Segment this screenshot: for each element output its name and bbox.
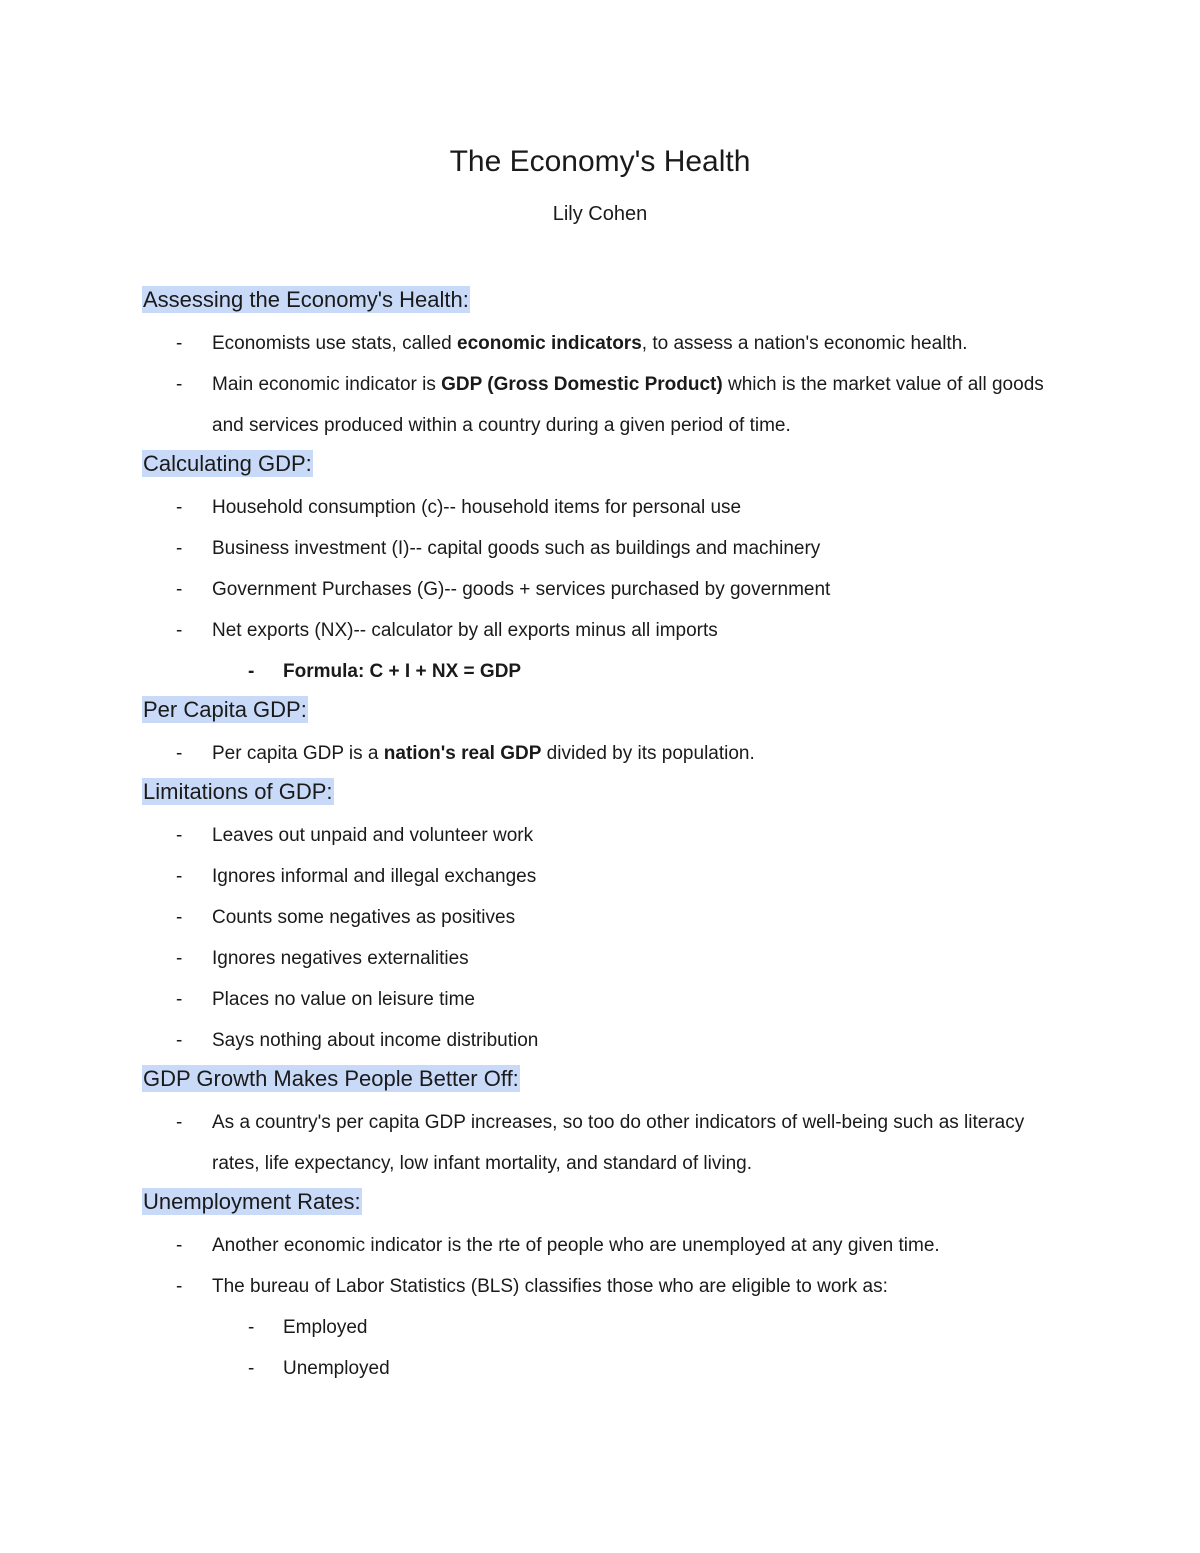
section-heading-unemployment bbox=[142, 1184, 1062, 1225]
bullet-dash: - bbox=[176, 907, 183, 928]
list-item: - Says nothing about income distribution bbox=[142, 1020, 1062, 1061]
section-heading-growth bbox=[142, 1061, 1062, 1102]
bold-term: nation's real GDP bbox=[383, 743, 542, 764]
bullet-dash: - bbox=[176, 333, 183, 354]
highlighted-heading-text: Unemployment Rates: bbox=[143, 1189, 361, 1214]
section-heading-per-capita bbox=[142, 692, 1062, 733]
list-item: - Another economic indicator is the rte of people who are unemployed at any given time. bbox=[142, 1225, 1062, 1266]
list-item: - As a country's per capita GDP increases, so too do other indicators of well-being such as literacy rates, life expectancy, low infant mortality, and standard of living. bbox=[142, 1102, 1062, 1184]
bold-term: GDP (Gross Domestic Product) bbox=[441, 374, 723, 395]
bullet-dash: - bbox=[176, 948, 183, 969]
bullet-dash: - bbox=[176, 1030, 183, 1051]
document-author: Lily Cohen bbox=[552, 203, 648, 225]
sub-list-item-formula bbox=[142, 651, 1062, 692]
document-body bbox=[142, 282, 1062, 1389]
highlighted-heading-text: Limitations of GDP: bbox=[143, 779, 333, 804]
bullet-dash: - bbox=[176, 1235, 183, 1256]
list-item: - Ignores informal and illegal exchanges bbox=[142, 856, 1062, 897]
bullet-dash: - bbox=[248, 661, 255, 682]
list-item: - Net exports (NX)-- calculator by all exports minus all imports bbox=[142, 610, 1062, 651]
bullet-dash: - bbox=[176, 538, 183, 559]
bullet-dash: - bbox=[248, 1317, 255, 1338]
section-heading-calculating bbox=[142, 446, 1062, 487]
highlighted-heading-text: Calculating GDP: bbox=[143, 451, 312, 476]
list-item: - Economists use stats, called economic indicators, to assess a nation's economic health. bbox=[142, 323, 1062, 364]
bold-term: economic indicators bbox=[457, 333, 642, 354]
bullet-dash: - bbox=[176, 989, 183, 1010]
bullet-dash: - bbox=[176, 743, 183, 764]
bullet-dash: - bbox=[176, 497, 183, 518]
list-item: - Business investment (I)-- capital goods such as buildings and machinery bbox=[142, 528, 1062, 569]
sub-list-item: - Employed bbox=[142, 1307, 1062, 1348]
bullet-dash: - bbox=[176, 579, 183, 600]
list-item: - Government Purchases (G)-- goods + services purchased by government bbox=[142, 569, 1062, 610]
list-item: - The bureau of Labor Statistics (BLS) classifies those who are eligible to work as: bbox=[142, 1266, 1062, 1307]
highlighted-heading-text: Assessing the Economy's Health: bbox=[143, 287, 469, 312]
section-heading-limitations bbox=[142, 774, 1062, 815]
list-item: - Leaves out unpaid and volunteer work bbox=[142, 815, 1062, 856]
formula-text: Formula: C + I + NX = GDP bbox=[283, 661, 522, 682]
highlighted-heading-text: GDP Growth Makes People Better Off: bbox=[143, 1066, 519, 1091]
list-item: - Per capita GDP is a nation's real GDP divided by its population. bbox=[142, 733, 1062, 774]
bullet-dash: - bbox=[176, 374, 183, 395]
list-item: - Household consumption (c)-- household items for personal use bbox=[142, 487, 1062, 528]
highlighted-heading-text: Per Capita GDP: bbox=[143, 697, 307, 722]
bullet-dash: - bbox=[248, 1358, 255, 1379]
list-item: - Places no value on leisure time bbox=[142, 979, 1062, 1020]
list-item: - Main economic indicator is GDP (Gross Domestic Product) which is the market value of all goods and services produced within a country during a given period of time. bbox=[142, 364, 1062, 446]
section-heading-assessing bbox=[142, 282, 1062, 323]
document-title: The Economy's Health bbox=[449, 145, 751, 178]
bullet-dash: - bbox=[176, 620, 183, 641]
bullet-dash: - bbox=[176, 825, 183, 846]
sub-list-item: - Unemployed bbox=[142, 1348, 1062, 1389]
bullet-dash: - bbox=[176, 1112, 183, 1133]
bullet-dash: - bbox=[176, 866, 183, 887]
list-item: - Ignores negatives externalities bbox=[142, 938, 1062, 979]
bullet-dash: - bbox=[176, 1276, 183, 1297]
list-item: - Counts some negatives as positives bbox=[142, 897, 1062, 938]
